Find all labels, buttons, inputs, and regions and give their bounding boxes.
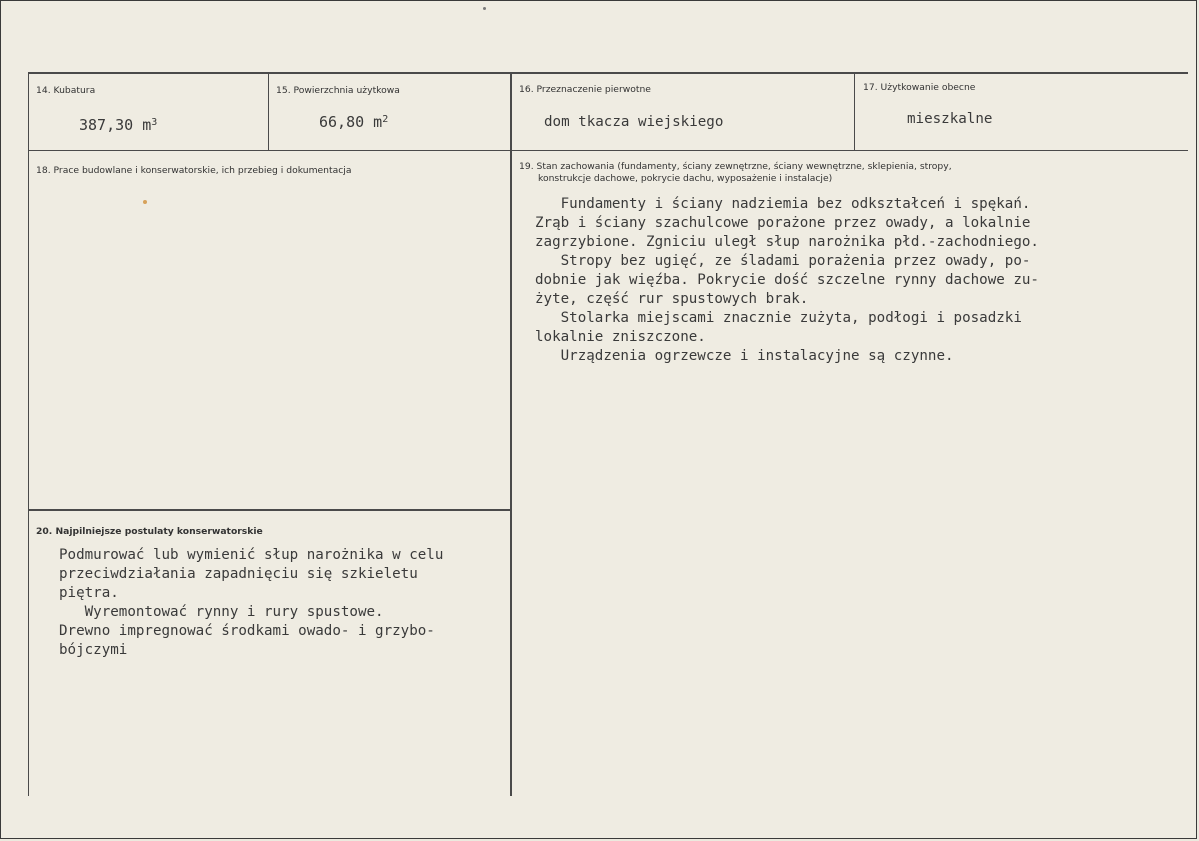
top-rule: [28, 72, 1188, 74]
kubatura-value: 387,30 $m^3$: [79, 116, 158, 134]
text-line: Zrąb i ściany szachulcowe porażone przez owady, a lokalnie: [535, 215, 1031, 231]
text-line: żyte, część rur spustowych brak.: [535, 291, 809, 307]
text-line: przeciwdziałania zapadnięciu się szkieletu: [59, 566, 418, 582]
text-line: Stolarka miejscami znacznie zużyta, podłogi i posadzki: [535, 310, 1022, 326]
text-line: Drewno impregnować środkami owado- i grzybo-: [59, 623, 435, 639]
text-line: dobnie jak więźba. Pokrycie dość szczelne rynny dachowe zu-: [535, 272, 1039, 288]
uzytkowanie-label: 17. Użytkowanie obecne: [863, 82, 976, 93]
text-line: Urządzenia ogrzewcze i instalacyjne są czynne.: [535, 348, 954, 364]
prace-budowlane-label: 18. Prace budowlane i konserwatorskie, ich przebieg i dokumentacja: [36, 165, 352, 176]
przeznaczenie-label: 16. Przeznaczenie pierwotne: [519, 84, 651, 95]
paper-speck: [483, 7, 486, 10]
row1-bottom-rule: [28, 150, 1188, 151]
powierzchnia-label: 15. Powierzchnia użytkowa: [276, 85, 400, 96]
stan-zachowania-text: [535, 195, 1039, 366]
text-line: Stropy bez ugięć, ze śladami porażenia przez owady, po-: [535, 253, 1031, 269]
text-line: lokalnie zniszczone.: [535, 329, 706, 345]
text-line: Wyremontować rynny i rury spustowe.: [59, 604, 384, 620]
section-20-top-rule: [28, 509, 511, 511]
stan-zachowania-label-line2: konstrukcje dachowe, pokrycie dachu, wyposażenie i instalacje): [538, 173, 833, 184]
postulaty-text: [59, 546, 443, 660]
left-border: [28, 72, 29, 796]
stan-zachowania-label-line1: 19. Stan zachowania (fundamenty, ściany zewnętrzne, ściany wewnętrzne, sklepienia, stropy,: [519, 161, 952, 172]
paper-speck: [143, 200, 147, 204]
text-line: Podmurować lub wymienić słup narożnika w celu: [59, 547, 444, 563]
przeznaczenie-value: dom tkacza wiejskiego: [544, 114, 724, 130]
text-line: Fundamenty i ściany nadziemia bez odkształceń i spękań.: [535, 196, 1031, 212]
divider-14-15: [268, 72, 269, 151]
divider-16-17: [854, 72, 855, 151]
uzytkowanie-value: mieszkalne: [907, 111, 993, 127]
postulaty-label: 20. Najpilniejsze postulaty konserwatorskie: [36, 526, 263, 537]
center-divider: [510, 72, 512, 796]
text-line: piętra.: [59, 585, 119, 601]
text-line: bójczymi: [59, 642, 128, 658]
powierzchnia-value: 66,80 $m^2$: [319, 113, 389, 131]
text-line: zagrzybione. Zgniciu uległ słup narożnika płd.-zachodniego.: [535, 234, 1039, 250]
kubatura-label: 14. Kubatura: [36, 85, 96, 96]
